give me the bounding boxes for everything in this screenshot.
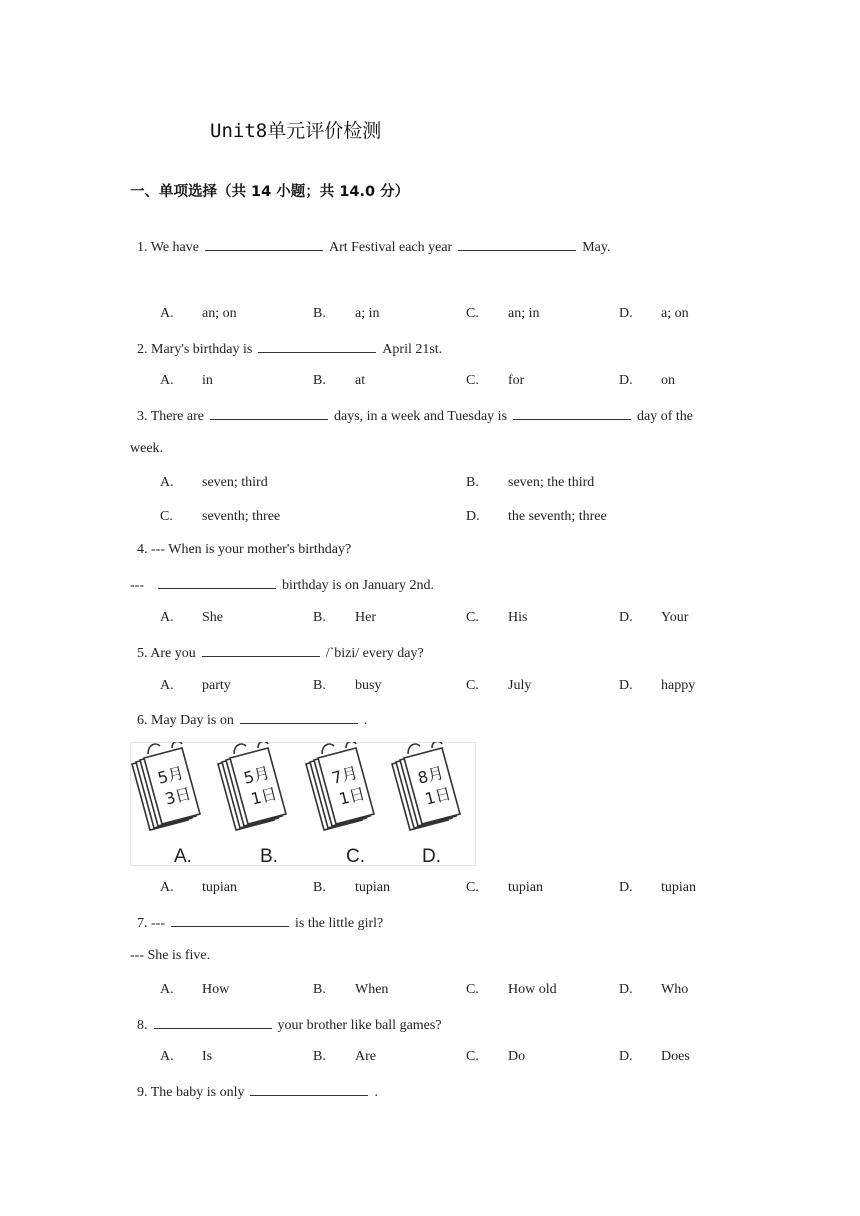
answer-blank[interactable]	[202, 642, 320, 657]
answer-blank[interactable]	[513, 405, 631, 420]
option-c[interactable]: C. How old	[466, 982, 557, 997]
question-text: .	[374, 1085, 378, 1100]
options-3-row-1	[160, 473, 740, 493]
option-b[interactable]: B. at	[313, 373, 366, 388]
question-text: 3. There are	[137, 409, 204, 424]
question-7	[137, 912, 383, 934]
option-b[interactable]: B. seven; the third	[466, 475, 595, 490]
question-9	[137, 1081, 378, 1103]
question-4: 4. --- When is your mother's birthday?	[137, 542, 352, 557]
option-c[interactable]: C. July	[466, 678, 532, 693]
option-d[interactable]: D. tupian	[619, 880, 696, 895]
option-a[interactable]: A. party	[160, 678, 231, 693]
question-text: 5. Are you	[137, 646, 196, 661]
answer-blank[interactable]	[205, 236, 323, 251]
question-6	[137, 709, 367, 731]
option-a[interactable]: A. an; on	[160, 306, 237, 321]
option-d[interactable]: D. Does	[619, 1049, 690, 1064]
question-text: is the little girl?	[295, 916, 384, 931]
option-c[interactable]: C. tupian	[466, 880, 543, 895]
question-3	[137, 405, 693, 427]
answer-blank[interactable]	[258, 338, 376, 353]
section-heading: 一、单项选择（共 14 小题；共 14.0 分）	[130, 184, 410, 200]
calendar-a-month: 5月	[155, 762, 186, 788]
question-1	[137, 236, 610, 258]
option-b[interactable]: B. Are	[313, 1049, 376, 1064]
option-d[interactable]: D. on	[619, 373, 675, 388]
options-3-row-2	[160, 507, 740, 527]
answer-blank[interactable]	[250, 1081, 368, 1096]
calendar-b-day: 1日	[249, 783, 280, 809]
option-a[interactable]: A. Is	[160, 1049, 213, 1064]
question-text: Art Festival each year	[328, 240, 453, 255]
option-a[interactable]: A. seven; third	[160, 475, 268, 490]
option-a[interactable]: A. How	[160, 982, 230, 997]
option-c[interactable]: C. His	[466, 610, 528, 625]
option-b[interactable]: B. a; in	[313, 306, 380, 321]
calendar-c-month: 7月	[329, 762, 360, 788]
calendar-figure	[130, 742, 476, 866]
calendar-d-day: 1日	[423, 783, 454, 809]
calendar-d-label: D.	[422, 846, 441, 866]
calendar-b-label: B.	[260, 846, 278, 866]
question-text: days, in a week and Tuesday is	[333, 409, 508, 424]
calendar-b-month: 5月	[241, 762, 272, 788]
question-text: 6. May Day is on	[137, 713, 234, 728]
options-2	[160, 371, 740, 391]
question-text: April 21st.	[382, 342, 443, 357]
question-text: day of the	[637, 409, 694, 424]
calendar-c-label: C.	[346, 846, 365, 866]
question-text: ---	[130, 578, 144, 593]
option-c[interactable]: C. an; in	[466, 306, 540, 321]
option-a[interactable]: A. tupian	[160, 880, 237, 895]
question-7-answer-line: --- She is five.	[130, 948, 211, 963]
calendar-d-month: 8月	[415, 762, 446, 788]
option-a[interactable]: A. She	[160, 610, 223, 625]
option-d[interactable]: D. Who	[619, 982, 689, 997]
options-7	[160, 980, 740, 1000]
question-2	[137, 338, 442, 360]
question-text: 8.	[137, 1018, 148, 1033]
answer-blank[interactable]	[458, 236, 576, 251]
answer-blank[interactable]	[171, 912, 289, 927]
option-c[interactable]: C. seventh; three	[160, 509, 281, 524]
option-a[interactable]: A. in	[160, 373, 213, 388]
question-8	[137, 1014, 442, 1036]
option-d[interactable]: D. a; on	[619, 306, 689, 321]
answer-blank[interactable]	[240, 709, 358, 724]
question-text: May.	[582, 240, 611, 255]
option-b[interactable]: B. When	[313, 982, 389, 997]
option-b[interactable]: B. busy	[313, 678, 382, 693]
page-title: Unit8单元评价检测	[210, 120, 382, 142]
option-d[interactable]: D. the seventh; three	[466, 509, 607, 524]
question-text: your brother like ball games?	[277, 1018, 442, 1033]
options-8	[160, 1047, 740, 1067]
question-5	[137, 642, 424, 664]
option-b[interactable]: B. Her	[313, 610, 376, 625]
question-text: 1. We have	[137, 240, 199, 255]
calendar-a-label: A.	[174, 846, 192, 866]
question-text: /`bizi/ every day?	[325, 646, 424, 661]
question-3-continued: week.	[130, 441, 164, 456]
calendar-c-day: 1日	[337, 783, 368, 809]
calendar-a-day: 3日	[163, 783, 194, 809]
option-d[interactable]: D. happy	[619, 678, 696, 693]
answer-blank[interactable]	[154, 1014, 272, 1029]
option-d[interactable]: D. Your	[619, 610, 689, 625]
question-text: 7. ---	[137, 916, 165, 931]
option-b[interactable]: B. tupian	[313, 880, 390, 895]
question-text: birthday is on January 2nd.	[282, 578, 435, 593]
options-6	[160, 878, 740, 898]
question-text: 2. Mary's birthday is	[137, 342, 253, 357]
options-4	[160, 608, 740, 628]
question-4-answer-line	[130, 574, 434, 596]
answer-blank[interactable]	[210, 405, 328, 420]
options-5	[160, 676, 740, 696]
option-c[interactable]: C. for	[466, 373, 525, 388]
option-c[interactable]: C. Do	[466, 1049, 526, 1064]
question-text: .	[363, 713, 368, 728]
answer-blank[interactable]	[158, 574, 276, 589]
options-1	[160, 304, 740, 324]
question-text: 9. The baby is only	[137, 1085, 245, 1100]
